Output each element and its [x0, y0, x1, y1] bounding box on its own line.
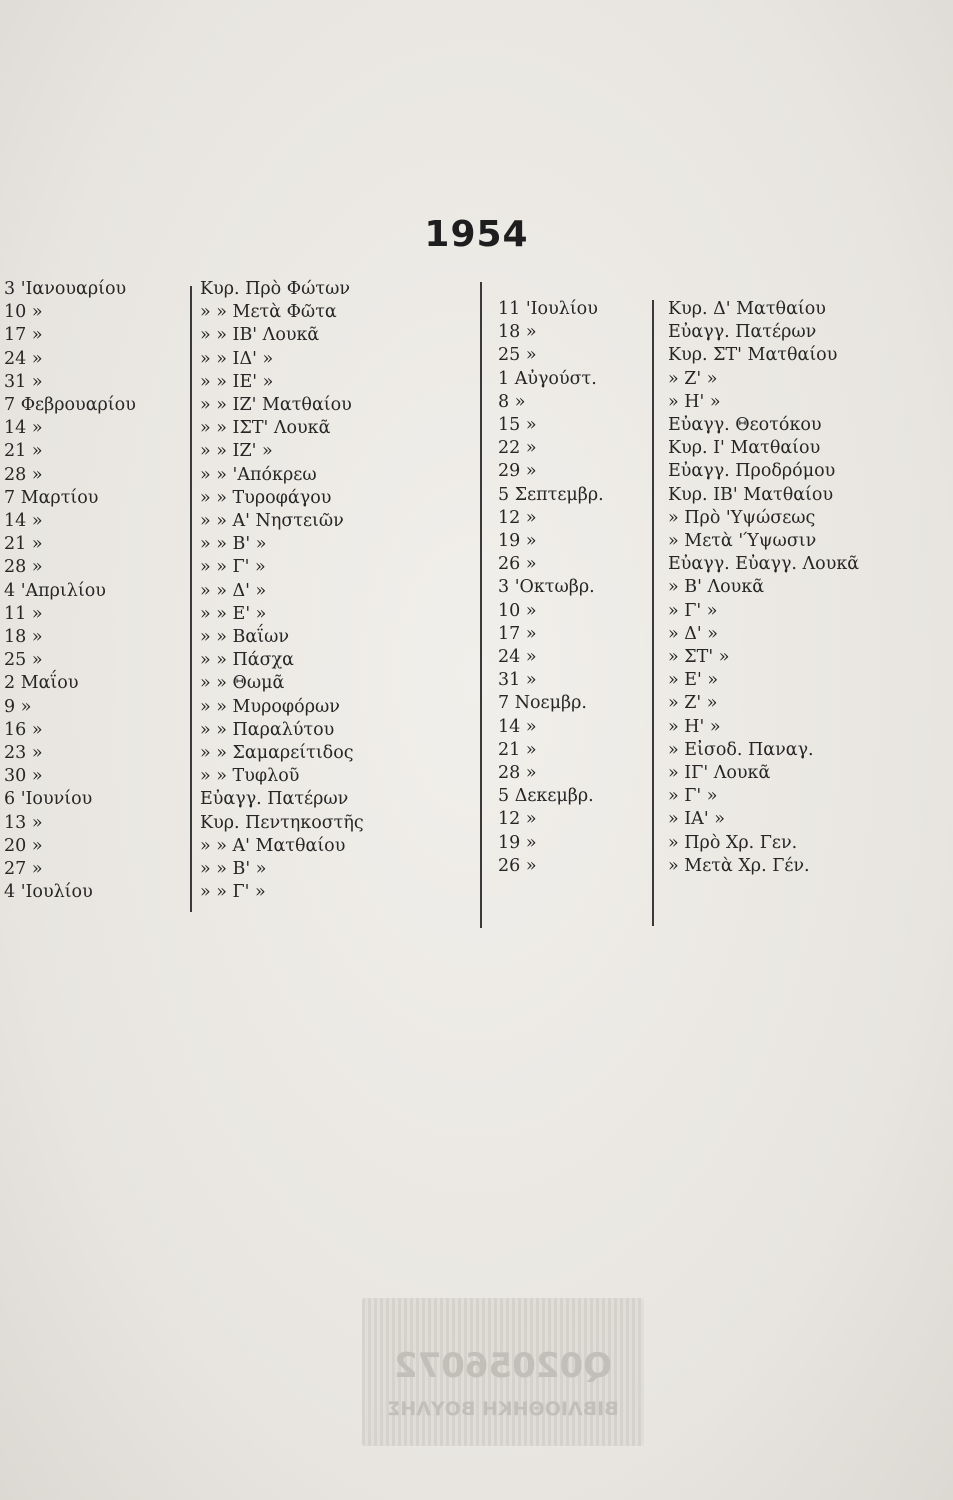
table-row [0, 370, 953, 389]
sunday-cell: » Δ' » [668, 623, 718, 644]
date-cell: 31 » [4, 371, 43, 392]
date-cell: 28 » [4, 557, 43, 578]
sunday-cell: » Μετὰ 'Ύψωσιν [668, 531, 817, 551]
sunday-cell: Κυρ. ΙΒ' Ματθαίου [668, 484, 834, 505]
date-cell: 3 'Οκτωβρ. [498, 577, 595, 598]
table-row [0, 578, 953, 597]
table-row [0, 810, 953, 829]
sunday-cell: » ΙΑ' » [668, 809, 725, 830]
sunday-cell: » » Πάσχα [200, 650, 294, 671]
date-cell: 11 'Ιουλίου [498, 299, 598, 319]
date-cell: 19 » [498, 531, 537, 551]
sunday-cell: » » ΙΖ' » [200, 441, 273, 462]
table-row [0, 300, 953, 319]
table-row [0, 416, 953, 435]
date-cell: 21 » [4, 441, 43, 462]
date-cell: 15 » [498, 415, 537, 435]
table-row [0, 764, 953, 783]
sunday-cell: » » Δ' » [200, 580, 267, 601]
sunday-cell: » Γ' » [668, 786, 718, 807]
table-row [0, 509, 953, 528]
date-cell: 1 Αὐγούστ. [498, 368, 597, 389]
date-cell: 11 » [4, 603, 43, 624]
page-title: 1954 [424, 214, 529, 255]
sunday-cell: Εὐαγγ. Πατέρων [200, 789, 349, 810]
sunday-cell: » » Β' » [200, 534, 267, 555]
sunday-cell: » » Σαμαρείτιδος [200, 743, 354, 763]
sunday-cell: Εὐαγγ. Προδρόμου [668, 461, 836, 482]
sunday-cell: Κυρ. Πεντηκοστῆς [200, 812, 364, 833]
sunday-cell: » » 'Απόκρεω [200, 464, 317, 485]
date-cell: 19 » [498, 832, 537, 853]
table-row [0, 346, 953, 365]
table-row [0, 602, 953, 621]
date-cell: 18 » [498, 322, 537, 343]
table-row [0, 787, 953, 806]
table-row [0, 532, 953, 551]
date-cell: 26 » [498, 554, 537, 575]
date-cell: 7 Μαρτίου [4, 487, 99, 508]
sunday-cell: » » Γ' » [200, 557, 266, 578]
sunday-cell: » » ΙΕ' » [200, 371, 274, 392]
date-cell: 28 » [4, 464, 43, 485]
date-cell: 25 » [4, 650, 43, 671]
sunday-cell: » » Μετὰ Φῶτα [200, 302, 337, 323]
sunday-cell: Κυρ. Ι' Ματθαίου [668, 438, 821, 459]
date-cell: 25 » [498, 345, 537, 366]
sunday-cell: Κυρ. ΣΤ' Ματθαίου [668, 345, 838, 366]
table-row [0, 439, 953, 458]
date-cell: 12 » [498, 809, 537, 830]
sunday-cell: » » Θωμᾶ [200, 673, 285, 694]
table-row [0, 555, 953, 574]
sunday-cell: » » Ε' » [200, 603, 267, 624]
sunday-cell: » Η' » [668, 716, 721, 737]
date-cell: 2 Μαΐου [4, 673, 79, 694]
sunday-cell: » » Βαΐων [200, 627, 289, 647]
date-cell: 17 » [498, 623, 537, 644]
sunday-cell: Εὐαγγ. Πατέρων [668, 322, 817, 343]
sunday-cell: » Πρὸ 'Υψώσεως [668, 507, 816, 528]
table-row [0, 393, 953, 412]
sunday-cell: » ΣΤ' » [668, 647, 730, 667]
date-cell: 30 » [4, 766, 43, 787]
sunday-cell: » » Παραλύτου [200, 719, 335, 740]
table-row [0, 834, 953, 853]
sunday-cell: » Μετὰ Χρ. Γέν. [668, 855, 810, 876]
sunday-cell: » » ΙΒ' Λουκᾶ [200, 325, 320, 346]
date-cell: 8 » [498, 391, 526, 412]
sunday-cell: » Γ' » [668, 600, 718, 621]
date-cell: 14 » [4, 511, 43, 531]
date-cell: 12 » [498, 507, 537, 528]
library-stamp [362, 1298, 644, 1446]
date-cell: 31 » [498, 670, 537, 691]
date-cell: 29 » [498, 461, 537, 482]
sunday-cell: » » Μυροφόρων [200, 696, 340, 717]
date-cell: 27 » [4, 859, 43, 879]
sunday-cell: » Εἰσοδ. Παναγ. [668, 739, 814, 760]
sunday-cell: » Ζ' » [668, 693, 718, 714]
sunday-cell: » » Α' Νηστειῶν [200, 511, 344, 531]
table-row [0, 648, 953, 667]
sunday-cell: » » Α' Ματθαίου [200, 835, 346, 856]
date-cell: 7 Φεβρουαρίου [4, 395, 136, 415]
sunday-cell: » Ε' » [668, 670, 719, 691]
date-cell: 5 Σεπτεμβρ. [498, 484, 604, 505]
right-calendar-table [0, 299, 953, 903]
table-row [0, 625, 953, 644]
date-cell: 6 'Ιουνίου [4, 789, 93, 810]
table-row [0, 741, 953, 760]
date-cell: 23 » [4, 743, 43, 763]
sunday-cell: » » Β' » [200, 859, 267, 879]
date-cell: 10 » [4, 302, 43, 323]
date-cell: 24 » [4, 348, 43, 369]
sunday-cell: » » ΙΔ' » [200, 348, 274, 369]
sunday-cell: » » Τυροφάγου [200, 487, 332, 508]
sunday-cell: Εὐαγγ. Θεοτόκου [668, 415, 822, 435]
date-cell: 17 » [4, 325, 43, 346]
table-row [0, 486, 953, 505]
date-cell: 26 » [498, 855, 537, 876]
date-cell: 14 » [498, 716, 537, 737]
table-row [0, 280, 460, 299]
sunday-cell: » Ζ' » [668, 368, 718, 389]
date-cell: 28 » [498, 763, 537, 783]
date-cell: 20 » [4, 835, 43, 856]
table-row [0, 462, 953, 481]
sunday-cell: Κυρ. Δ' Ματθαίου [668, 299, 826, 319]
sunday-cell: » Β' Λουκᾶ [668, 577, 765, 598]
date-cell: 18 » [4, 627, 43, 647]
date-cell: 21 » [498, 739, 537, 760]
date-cell: 5 Δεκεμβρ. [498, 786, 594, 807]
date-cell: 10 » [498, 600, 537, 621]
date-cell: 7 Νοεμβρ. [498, 693, 587, 714]
table-row [0, 857, 953, 876]
date-cell: 16 » [4, 719, 43, 740]
date-cell: 14 » [4, 418, 43, 439]
sunday-cell: » » Γ' » [200, 882, 266, 903]
stamp-barcode: Q02056072 [393, 1346, 613, 1386]
date-cell: 24 » [498, 647, 537, 667]
date-cell: 21 » [4, 534, 43, 555]
table-row [0, 671, 953, 690]
sunday-cell: » » ΙΖ' Ματθαίου [200, 395, 352, 415]
sunday-cell: » » ΙΣΤ' Λουκᾶ [200, 418, 331, 439]
sunday-cell: » ΙΓ' Λουκᾶ [668, 763, 771, 783]
sunday-cell: » Πρὸ Χρ. Γεν. [668, 832, 798, 853]
table-row [0, 694, 953, 713]
sunday-cell: Κυρ. Πρὸ Φώτων [200, 279, 350, 299]
sunday-cell: » Η' » [668, 391, 721, 412]
sunday-cell: » » Τυφλοῦ [200, 766, 300, 787]
date-cell: 4 'Ιουλίου [4, 882, 93, 903]
table-row [0, 718, 953, 737]
date-cell: 22 » [498, 438, 537, 459]
date-cell: 4 'Απριλίου [4, 580, 106, 601]
date-cell: 13 » [4, 812, 43, 833]
date-cell: 9 » [4, 696, 32, 717]
date-cell: 3 'Ιανουαρίου [4, 279, 127, 299]
stamp-library-name: ΒΙΒΛΙΟΘΗΚΗ ΒΟΥΛΗΣ [387, 1398, 619, 1420]
sunday-cell: Εὐαγγ. Εὐαγγ. Λουκᾶ [668, 554, 860, 575]
table-row [0, 323, 953, 342]
